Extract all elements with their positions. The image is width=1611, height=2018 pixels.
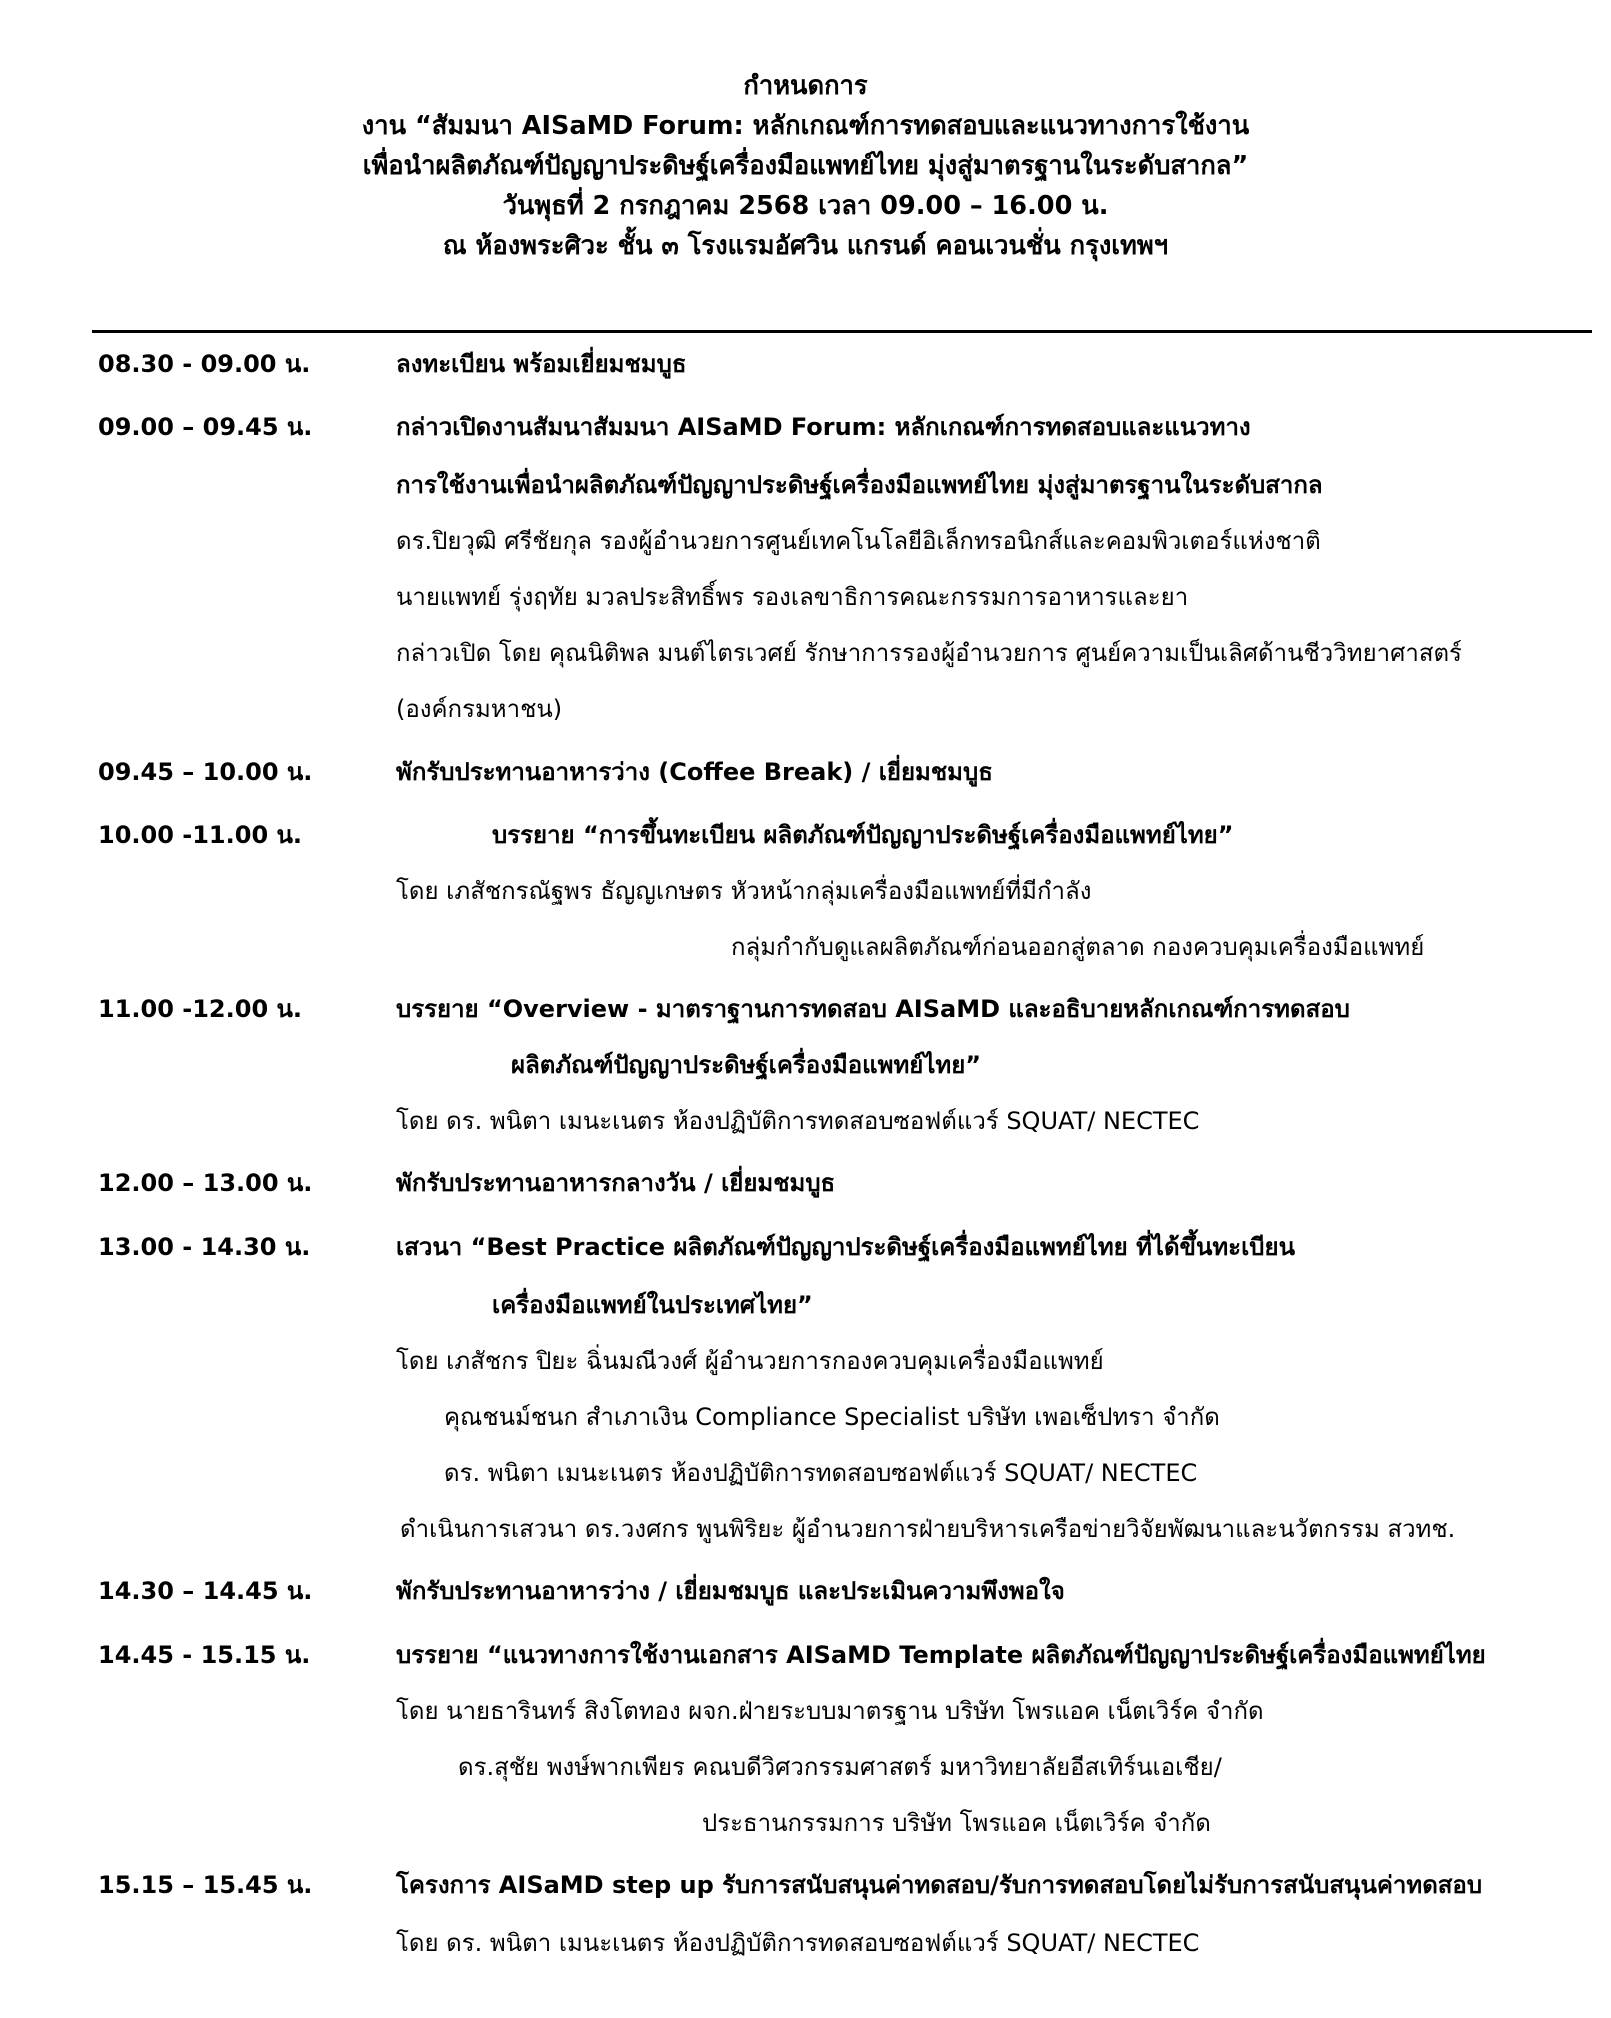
- schedule-line: พักรับประทานอาหารว่าง (Coffee Break) / เยี่ยมชมบูธ: [396, 758, 993, 786]
- schedule-line: กล่าวเปิดงานสัมนาสัมมนา AISaMD Forum: หลักเกณฑ์การทดสอบและแนวทาง: [396, 413, 1251, 441]
- document-header: [0, 66, 1611, 266]
- schedule-time: 08.30 - 09.00 น.: [98, 350, 311, 378]
- schedule-line: โครงการ AISaMD step up รับการสนับสนุนค่าทดสอบ/รับการทดสอบโดยไม่รับการสนับสนุนค่าทดสอบ: [396, 1871, 1483, 1899]
- schedule-line: พักรับประทานอาหารกลางวัน / เยี่ยมชมบูธ: [396, 1169, 836, 1197]
- schedule-line: กล่าวเปิด โดย คุณนิติพล มนต์ไตรเวศย์ รักษาการรองผู้อำนวยการ ศูนย์ความเป็นเลิศด้านชีววิทยาศาสตร์: [396, 639, 1462, 667]
- schedule-line: โดย เภสัชกรณัฐพร ธัญญเกษตร หัวหน้ากลุ่มเครื่องมือแพทย์ที่มีกำลัง: [396, 877, 1092, 905]
- schedule-time: 09.00 – 09.45 น.: [98, 413, 313, 441]
- schedule-line: เครื่องมือแพทย์ในประเทศไทย”: [492, 1291, 813, 1319]
- schedule-line: โดย ดร. พนิตา เมนะเนตร ห้องปฏิบัติการทดสอบซอฟต์แวร์ SQUAT/ NECTEC: [396, 1107, 1200, 1135]
- schedule-line: ดำเนินการเสวนา ดร.วงศกร พูนพิริยะ ผู้อำนวยการฝ่ายบริหารเครือข่ายวิจัยพัฒนาและนวัตกรรม สวทช.: [400, 1515, 1456, 1543]
- schedule-line: โดย ดร. พนิตา เมนะเนตร ห้องปฏิบัติการทดสอบซอฟต์แวร์ SQUAT/ NECTEC: [396, 1929, 1200, 1957]
- schedule-line: บรรยาย “การขึ้นทะเบียน ผลิตภัณฑ์ปัญญาประดิษฐ์เครื่องมือแพทย์ไทย”: [492, 821, 1234, 849]
- schedule-line: ดร.ปิยวุฒิ ศรีชัยกุล รองผู้อำนวยการศูนย์เทคโนโลยีอิเล็กทรอนิกส์และคอมพิวเตอร์แห่งชาติ: [396, 527, 1321, 555]
- schedule-time: 15.15 – 15.45 น.: [98, 1871, 313, 1899]
- schedule-line: กลุ่มกำกับดูแลผลิตภัณฑ์ก่อนออกสู่ตลาด กองควบคุมเครื่องมือแพทย์: [731, 933, 1425, 961]
- event-title-line-2: เพื่อนำผลิตภัณฑ์ปัญญาประดิษฐ์เครื่องมือแพทย์ไทย มุ่งสู่มาตรฐานในระดับสากล”: [362, 151, 1249, 181]
- schedule-time: 13.00 - 14.30 น.: [98, 1233, 311, 1261]
- schedule-time: 09.45 – 10.00 น.: [98, 758, 313, 786]
- schedule-time: 14.30 – 14.45 น.: [98, 1577, 313, 1605]
- event-venue: ณ ห้องพระศิวะ ชั้น ๓ โรงแรมอัศวิน แกรนด์ คอนเวนชั่น กรุงเทพฯ: [442, 231, 1169, 261]
- schedule-line: ผลิตภัณฑ์ปัญญาประดิษฐ์เครื่องมือแพทย์ไทย”: [511, 1051, 982, 1079]
- schedule-line: ประธานกรรมการ บริษัท โพรแอค เน็ตเวิร์ค จำกัด: [702, 1809, 1211, 1837]
- schedule-line: พักรับประทานอาหารว่าง / เยี่ยมชมบูธ และประเมินความพึงพอใจ: [396, 1577, 1065, 1605]
- header-divider: [92, 330, 1592, 333]
- schedule-time: 11.00 -12.00 น.: [98, 995, 303, 1023]
- schedule-line: เสวนา “Best Practice ผลิตภัณฑ์ปัญญาประดิษฐ์เครื่องมือแพทย์ไทย ที่ได้ขึ้นทะเบียน: [396, 1233, 1295, 1261]
- schedule-line: บรรยาย “Overview - มาตราฐานการทดสอบ AISaMD และอธิบายหลักเกณฑ์การทดสอบ: [396, 995, 1350, 1023]
- schedule-line: บรรยาย “แนวทางการใช้งานเอกสาร AISaMD Template ผลิตภัณฑ์ปัญญาประดิษฐ์เครื่องมือแพทย์ไทย: [396, 1641, 1486, 1669]
- schedule-time: 10.00 -11.00 น.: [98, 821, 303, 849]
- schedule-line: ลงทะเบียน พร้อมเยี่ยมชมบูธ: [396, 350, 687, 378]
- page-title: กำหนดการ: [743, 71, 868, 101]
- schedule-time: 12.00 – 13.00 น.: [98, 1169, 313, 1197]
- event-date-time: วันพุธที่ 2 กรกฎาคม 2568 เวลา 09.00 – 16.00 น.: [502, 191, 1109, 221]
- event-title-line-1: งาน “สัมมนา AISaMD Forum: หลักเกณฑ์การทดสอบและแนวทางการใช้งาน: [361, 111, 1250, 141]
- schedule-line: คุณชนม์ชนก สำเภาเงิน Compliance Specialist บริษัท เพอเซ็ปทรา จำกัด: [444, 1403, 1220, 1431]
- schedule-line: โดย เภสัชกร ปิยะ ฉิ่นมณีวงศ์ ผู้อำนวยการกองควบคุมเครื่องมือแพทย์: [396, 1347, 1104, 1375]
- schedule-line: (องค์กรมหาชน): [396, 695, 563, 723]
- schedule-line: โดย นายธารินทร์ สิงโตทอง ผจก.ฝ่ายระบบมาตรฐาน บริษัท โพรแอค เน็ตเวิร์ค จำกัด: [396, 1697, 1264, 1725]
- schedule-line: นายแพทย์ รุ่งฤทัย มวลประสิทธิ์พร รองเลขาธิการคณะกรรมการอาหารและยา: [396, 583, 1189, 611]
- schedule-line: ดร.สุชัย พงษ์พากเพียร คณบดีวิศวกรรมศาสตร์ มหาวิทยาลัยอีสเทิร์นเอเชีย/: [458, 1753, 1222, 1781]
- schedule-time: 14.45 - 15.15 น.: [98, 1641, 311, 1669]
- schedule-line: การใช้งานเพื่อนำผลิตภัณฑ์ปัญญาประดิษฐ์เครื่องมือแพทย์ไทย มุ่งสู่มาตรฐานในระดับสากล: [396, 471, 1323, 499]
- schedule-line: ดร. พนิตา เมนะเนตร ห้องปฏิบัติการทดสอบซอฟต์แวร์ SQUAT/ NECTEC: [444, 1459, 1198, 1487]
